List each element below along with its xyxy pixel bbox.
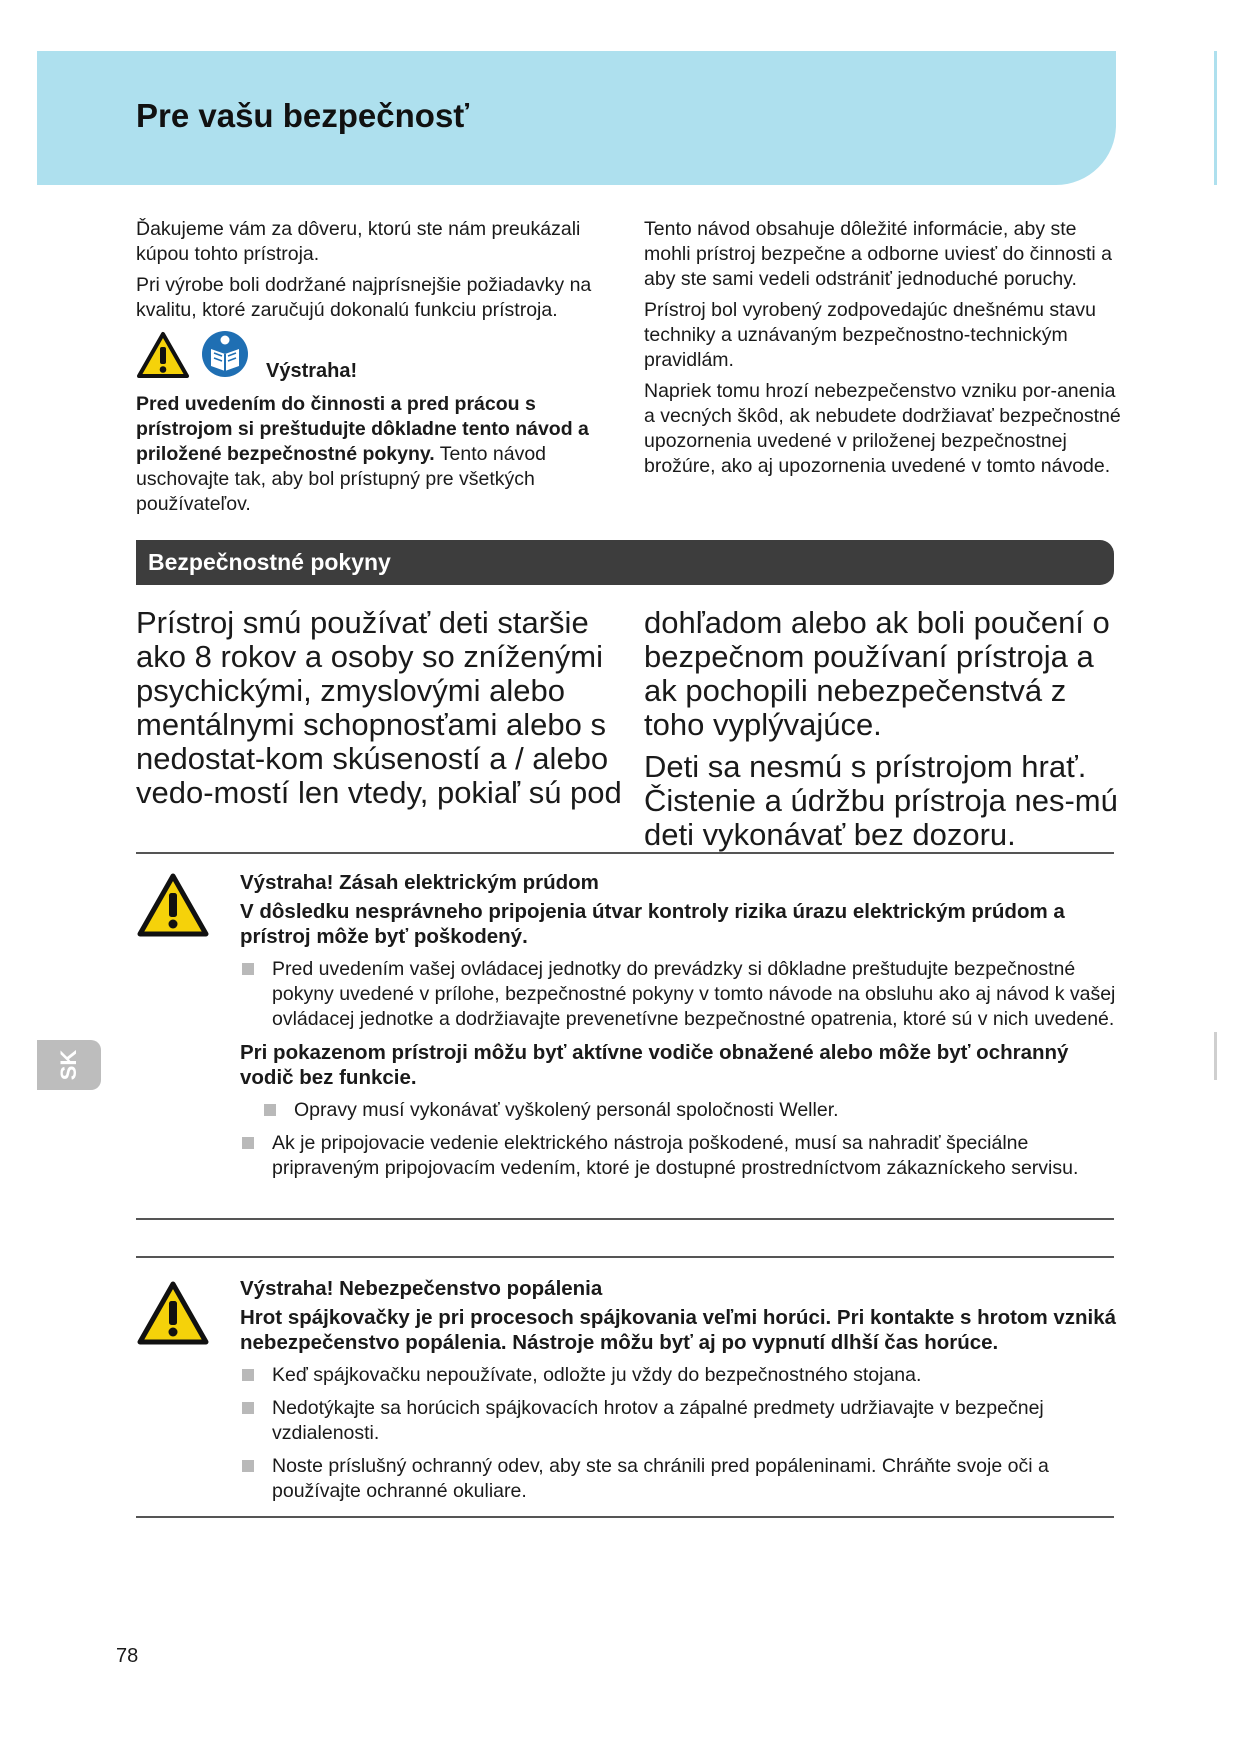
intro-warning-normal: Tento návod uschovajte tak, aby bol prístupný pre všetkých používateľov. xyxy=(136,443,547,515)
warning-label: Výstraha! xyxy=(266,360,358,382)
list-item: Keď spájkovačku nepoužívate, odložte ju vždy do bezpečnostného stojana. xyxy=(240,1363,1120,1388)
warning-bold-text: Hrot spájkovačky je pri procesoch spájkovania veľmi horúci. Pri kontakte s hrotom vzniká nebezpečenstvo popálenia. Nástroje môžu byť aj po vypnutí dlhší čas horúce. xyxy=(240,1306,1117,1354)
warning-title: Výstraha! Nebezpečenstvo popálenia xyxy=(240,1277,603,1300)
intro-paragraph-2: Pri výrobe boli dodržané najprísnejšie požiadavky na kvalitu, ktoré zaručujú dokonalú funkciu prístroja. xyxy=(136,274,592,321)
list-item: Pred uvedením vašej ovládacej jednotky do prevádzky si dôkladne preštudujte bezpečnostné pokyny uvedené v prílohe, bezpečnostné pokyny v tomto návode na obsluhu ako aj návod k vašej ovládacej jednotke a dodržiavajte prevenetívne bezpečnostné opatrenia, ktoré sú v nich uvedené. xyxy=(240,957,1120,1032)
warning-triangle-icon xyxy=(136,1280,210,1351)
right-edge-marker-top xyxy=(1214,51,1217,185)
children-notice-text-left: Prístroj smú používať deti staršie ako 8 rokov a osoby so zníženými psychickými, zmyslovými alebo mentálnymi schopnosťami alebo s nedostat-kom skúseností a / alebo vedo-mostí len vtedy, pokiaľ sú pod xyxy=(136,605,622,810)
bullet-list xyxy=(240,1363,1120,1504)
children-notice-text-right-1: dohľadom alebo ak boli poučení o bezpečnom používaní prístroja a ak pochopili nebezpečenstvá z toho vyplývajúce. xyxy=(644,605,1110,742)
list-item: Ak je pripojovacie vedenie elektrického nástroja poškodené, musí sa nahradiť špeciálne pripraveným pripojovacím vedením, ktoré je dostupné prostredníctvom zákazníckeho servisu. xyxy=(240,1131,1120,1181)
page-number: 78 xyxy=(116,1645,139,1667)
bullet-list xyxy=(240,1131,1120,1181)
intro-warning-bold: Pred uvedením do činnosti a pred prácou s prístrojom si preštudujte dôkladne tento návod a priložené bezpečnostné pokyny. xyxy=(136,393,589,465)
divider xyxy=(136,1218,1114,1220)
intro-warning-text xyxy=(136,392,616,517)
electric-shock-warning-content xyxy=(240,870,1120,1189)
intro-right-paragraph-3: Napriek tomu hrozí nebezpečenstvo vzniku por-anenia a vecných škôd, ak nebudete dodržiavať bezpečnostné upozornenia uvedené v priloženej bezpečnostnej brožúre, ako aj upozornenia uvedené v tomto návode. xyxy=(644,380,1121,477)
burn-warning-content xyxy=(240,1276,1120,1512)
divider xyxy=(136,852,1114,854)
intro-right-column xyxy=(644,217,1124,485)
intro-right-paragraph-1: Tento návod obsahuje dôležité informácie, aby ste mohli prístroj bezpečne a odborne uviesť do činnosti a aby ste sami vedeli odstrániť jednoduché poruchy. xyxy=(644,218,1112,290)
section-heading: Bezpečnostné pokyny xyxy=(148,549,391,575)
divider xyxy=(136,1516,1114,1518)
language-tab-label: SK xyxy=(56,1049,81,1081)
list-item: Noste príslušný ochranný odev, aby ste sa chránili pred popáleninami. Chráňte svoje oči a používajte ochranné okuliare. xyxy=(240,1454,1120,1504)
read-manual-icon xyxy=(200,329,250,386)
intro-right-paragraph-2: Prístroj bol vyrobený zodpovedajúc dnešnému stavu techniky a uznávaným bezpečnostno-technickým pravidlám. xyxy=(644,299,1097,371)
language-tab xyxy=(37,1040,101,1090)
intro-paragraph-1: Ďakujeme vám za dôveru, ktorú ste nám preukázali kúpou tohto prístroja. xyxy=(136,218,581,265)
warning-triangle-icon xyxy=(136,331,190,386)
children-notice-right xyxy=(644,606,1134,860)
divider xyxy=(136,1256,1114,1258)
bullet-list xyxy=(240,957,1120,1032)
right-edge-marker-mid xyxy=(1214,1032,1217,1080)
warning-icons-row xyxy=(136,329,616,386)
intro-left-column xyxy=(136,217,616,523)
warning-title: Výstraha! Zásah elektrickým prúdom xyxy=(240,871,599,894)
warning-bold-text: Pri pokazenom prístroji môžu byť aktívne vodiče obnažené alebo môže byť ochranný vodič bez funkcie. xyxy=(240,1041,1069,1089)
children-notice-text-right-2: Deti sa nesmú s prístrojom hrať. Čistenie a údržbu prístroja nes-mú deti vykonávať bez dozoru. xyxy=(644,749,1118,852)
warning-triangle-icon xyxy=(136,872,210,943)
page-title: Pre vašu bezpečnosť xyxy=(136,97,470,134)
list-item: Nedotýkajte sa horúcich spájkovacích hrotov a zápalné predmety udržiavajte v bezpečnej vzdialenosti. xyxy=(240,1396,1120,1446)
warning-bold-text: V dôsledku nesprávneho pripojenia útvar kontroly rizika úrazu elektrickým prúdom a prístroj môže byť poškodený. xyxy=(240,900,1065,948)
section-heading-bar xyxy=(136,540,1114,585)
children-notice-left xyxy=(136,606,626,818)
bullet-list xyxy=(240,1098,1120,1123)
list-item: Opravy musí vykonávať vyškolený personál spoločnosti Weller. xyxy=(240,1098,1120,1123)
